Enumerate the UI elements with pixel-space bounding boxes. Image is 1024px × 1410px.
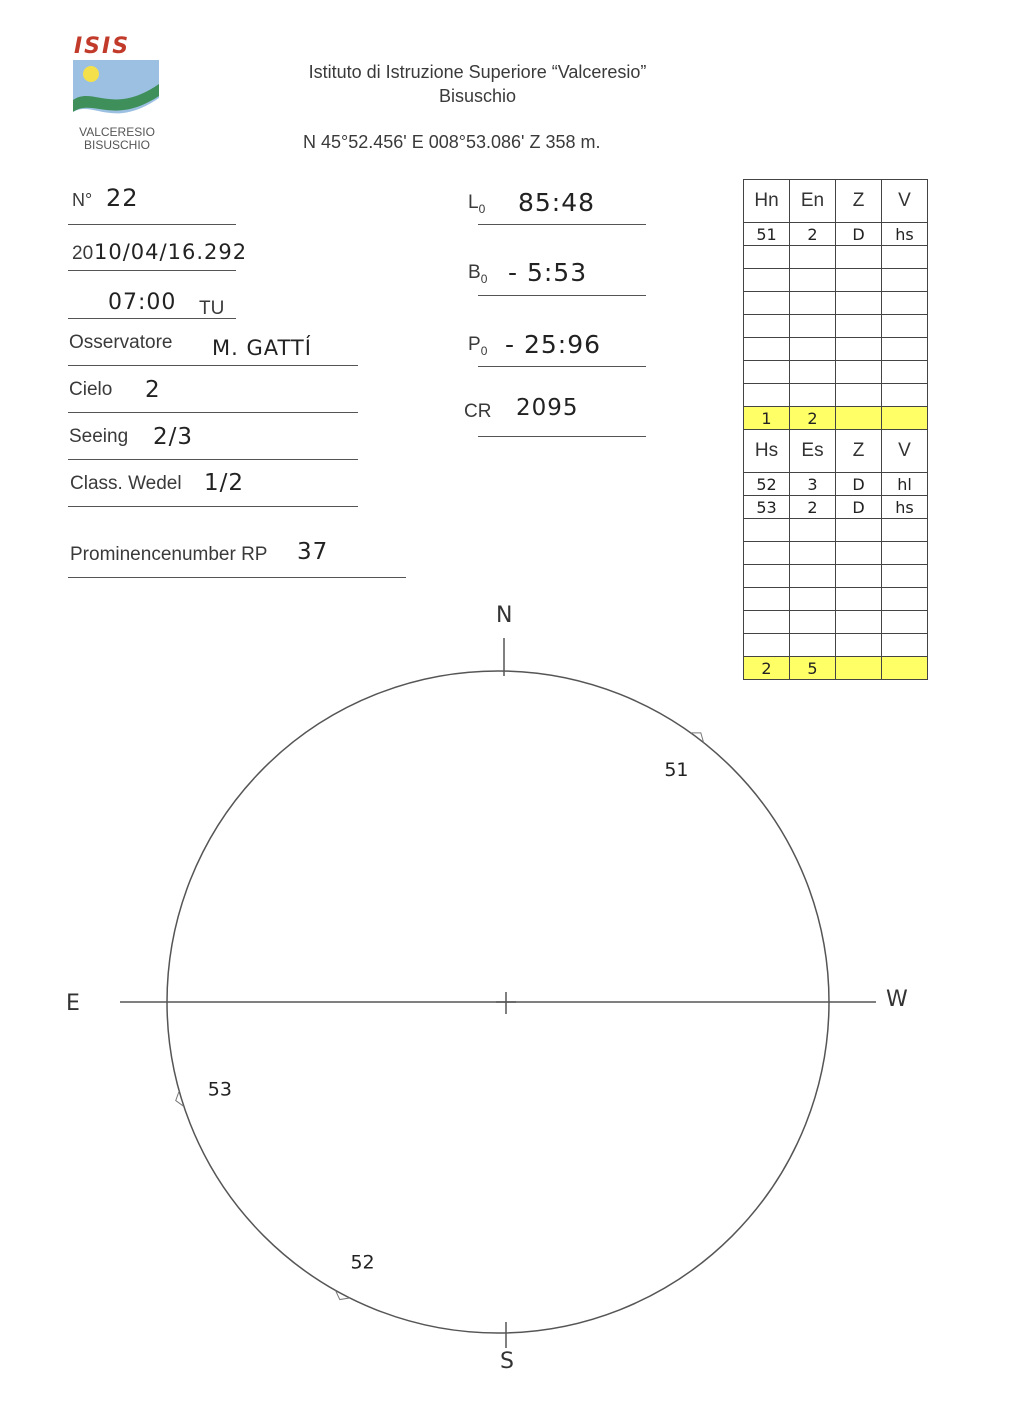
east-label: E xyxy=(66,991,80,1016)
sky-value: 2 xyxy=(145,377,161,403)
cr-label: CR xyxy=(464,401,492,422)
observer-underline xyxy=(68,365,358,366)
seeing-label: Seeing xyxy=(69,426,129,447)
date-value: 10/04/16.292 xyxy=(94,240,248,264)
table-row xyxy=(744,361,928,384)
south-row2-es: 2 xyxy=(790,496,836,519)
wedel-underline xyxy=(68,506,358,507)
b0-underline xyxy=(478,295,646,296)
north-row1-hn: 51 xyxy=(744,223,790,246)
prominence-label-51: 51 xyxy=(664,758,689,781)
north-label: N xyxy=(496,603,513,628)
wedel-value: 1/2 xyxy=(204,470,245,496)
south-header-row xyxy=(744,430,928,473)
logo-graphic xyxy=(73,60,159,124)
table-row xyxy=(744,246,928,269)
north-row1-z: D xyxy=(836,223,882,246)
table-row xyxy=(744,223,928,246)
north-header-row xyxy=(744,180,928,223)
prominence-label: Prominencenumber RP xyxy=(70,544,268,565)
logo-caption xyxy=(67,126,167,152)
north-row1-en: 2 xyxy=(790,223,836,246)
date-prefix: 20 xyxy=(72,243,94,264)
south-row1-es: 3 xyxy=(790,473,836,496)
table-row xyxy=(744,519,928,542)
b0-value: - 5:53 xyxy=(508,258,588,287)
south-row1-hs: 52 xyxy=(744,473,790,496)
south-row1-v: hl xyxy=(882,473,928,496)
p0-label xyxy=(468,334,487,358)
prominence-value: 37 xyxy=(297,539,329,565)
table-row xyxy=(744,315,928,338)
south-row2-z: D xyxy=(836,496,882,519)
south-header-v: V xyxy=(882,430,928,473)
south-header-es: Es xyxy=(790,430,836,473)
l0-letter: L xyxy=(468,192,479,213)
table-row xyxy=(744,473,928,496)
p0-underline xyxy=(478,366,646,367)
south-header-hs: Hs xyxy=(744,430,790,473)
header xyxy=(250,60,705,108)
west-label: W xyxy=(886,987,908,1012)
b0-sub: 0 xyxy=(480,271,488,286)
date-underline xyxy=(68,270,236,271)
south-total-count: 2 xyxy=(744,657,790,680)
p0-letter: P xyxy=(468,334,481,355)
north-total-count: 1 xyxy=(744,407,790,430)
observer-value: M. GATTÍ xyxy=(212,336,312,360)
north-header-v: V xyxy=(882,180,928,223)
seeing-value: 2/3 xyxy=(153,424,194,450)
south-total-extent: 5 xyxy=(790,657,836,680)
b0-label xyxy=(468,262,487,286)
logo-caption-line2: BISUSCHIO xyxy=(83,138,150,152)
cr-value: 2095 xyxy=(516,395,579,421)
north-total-blank-v xyxy=(882,407,928,430)
sky-label: Cielo xyxy=(69,379,113,400)
station-coordinates: N 45°52.456' E 008°53.086' Z 358 m. xyxy=(303,132,601,152)
south-row1-z: D xyxy=(836,473,882,496)
institute-town: Bisuschio xyxy=(438,86,517,106)
l0-value: 85:48 xyxy=(518,188,596,217)
number-value: 22 xyxy=(106,184,139,212)
table-row xyxy=(744,269,928,292)
table-row xyxy=(744,292,928,315)
number-underline xyxy=(68,224,236,225)
prominence-label-53: 53 xyxy=(207,1078,232,1101)
table-row xyxy=(744,565,928,588)
number-label: N° xyxy=(72,190,93,210)
time-value: 07:00 xyxy=(108,290,177,315)
south-label: S xyxy=(500,1349,514,1374)
prominence-underline xyxy=(68,577,406,578)
north-total-extent: 2 xyxy=(790,407,836,430)
south-row2-v: hs xyxy=(882,496,928,519)
table-row xyxy=(744,384,928,407)
table-row xyxy=(744,542,928,565)
l0-label xyxy=(468,192,485,216)
p0-sub: 0 xyxy=(480,343,488,358)
south-row2-hs: 53 xyxy=(744,496,790,519)
cr-underline xyxy=(478,436,646,437)
solar-disk-diagram xyxy=(0,590,1024,1390)
logo-wordmark: ISIS xyxy=(74,34,131,59)
north-header-hn: Hn xyxy=(744,180,790,223)
time-suffix: TU xyxy=(199,298,225,319)
north-header-z: Z xyxy=(836,180,882,223)
north-header-en: En xyxy=(790,180,836,223)
seeing-underline xyxy=(68,459,358,460)
observer-label: Osservatore xyxy=(69,332,173,353)
table-row xyxy=(744,338,928,361)
prominence-markers xyxy=(176,733,704,1300)
north-total-blank-z xyxy=(836,407,882,430)
l0-underline xyxy=(478,224,646,225)
south-header-z: Z xyxy=(836,430,882,473)
l0-sub: 0 xyxy=(478,201,486,216)
north-total-row xyxy=(744,407,928,430)
institute-name: Istituto di Istruzione Superiore “Valceresio” xyxy=(308,62,647,82)
p0-value: - 25:96 xyxy=(505,330,602,359)
b0-letter: B xyxy=(468,262,481,283)
time-underline xyxy=(68,318,236,319)
logo-caption-line1: VALCERESIO xyxy=(79,125,155,139)
wedel-label: Class. Wedel xyxy=(70,473,182,494)
sky-underline xyxy=(68,412,358,413)
prominence-label-52: 52 xyxy=(350,1251,375,1274)
north-row1-v: hs xyxy=(882,223,928,246)
table-row xyxy=(744,496,928,519)
